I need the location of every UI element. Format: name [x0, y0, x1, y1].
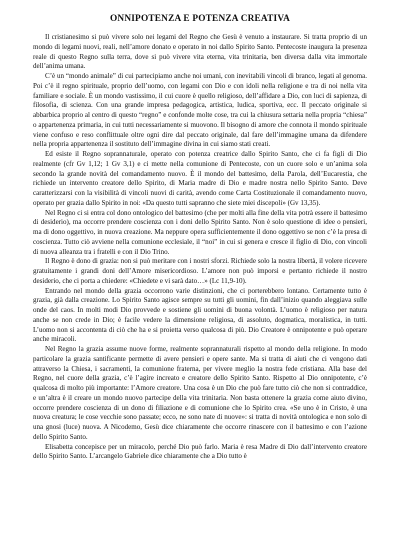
document-title: ONNIPOTENZA E POTENZA CREATIVA	[109, 14, 290, 24]
paragraph: Ed esiste il Regno soprannaturale, operato con potenza creatrice dallo Spirito Santo, che ci fa figli di Dio realmente (cfr Gv 1,12; 1 Gv 3,1) e ci mette nella comunione di Pentecoste, con un cuore solo e un’anima sola secondo la grande novità del comandamento nuovo. È il mondo del battesimo, della Parola, dell’Eucarestia, che richiede un intervento creatore dello Spirito, di Maria madre di Dio e madre nostra nello Spirito Santo. Deve caratterizzarsi con la visibilità di vincoli nuovi di carità, avendo come Carta Costituzionale il comandamento nuovo, operato per grazia dallo Spirito in noi: «Da questo tutti sapranno che siete miei discepoli» (Gv 13,35).	[33, 150, 367, 207]
paragraph: Nel Regno la grazia assume nuove forme, realmente soprannaturali rispetto al mondo della religione. In modo particolare la grazia santificante permette di avere pensieri e opere sante. Ma si tratta di aiuti che ci vengono dati attraverso la Chiesa, i sacramenti, la comunione fraterna, per vivere meglio la nostra fede cristiana. Alla base del Regno, nel cuore della grazia, c’è l’agire increato e creatore dello Spirito Santo. Rispetto al Dio onnipotente, c’è qualcosa di molto più importante: l’Amore creatore. Una cosa è un Dio che può fare tutto ciò che non si contraddice, e un’altra è il creare un mondo nuovo partecipe della vita trinitaria. Non basta ottenere la grazia come aiuto divino, occorre prendere coscienza di un dono di filiazione e di comunione che lo Spirito crea. «Se uno è in Cristo, è una nuova creatura; le cose vecchie sono passate; ecco, ne sono nate di nuove»: si tratta di novità ontologica e non solo di una gnosi (luce) nuova. A Nicodemo, Gesù dice chiaramente che occorre rinascere con il battesimo e con l’azione dello Spirito Santo.	[33, 345, 367, 441]
paragraph: Nel Regno ci si entra col dono ontologico del battesimo (che per molti alla fine della vita potrà essere il battesimo di desiderio), ma occorre prendere coscienza con i doni dello Spirito Santo. Non è solo questione di idee o pensieri, ma di dono oggettivo, in nuova creazione. Ma neppure opera sufficientemente il dono oggettivo se non c’è la presa di coscienza. Tutto ciò avviene nella comunione ecclesiale, il “noi” in cui si genera e cresce il figlio di Dio, con vincoli di nuova alleanza tra i fratelli e con il Dio Trino.	[33, 208, 367, 256]
paragraph: Il Regno è dono di grazia: non si può meritare con i nostri sforzi. Richiede solo la nostra libertà, il volere ricevere gratuitamente i grandi doni dell’Amore misericordioso. L’amore non può imporsi e pertanto richiede il nostro desiderio, che ci porta a chiedere: «Chiedete e vi sarà dato…» (Lc 11,9-10).	[33, 257, 367, 285]
paragraph: C’è un “mondo animale” di cui partecipiamo anche noi umani, con inevitabili vincoli di branco, legati al genoma. Poi c’è il regno spirituale, proprio dell’uomo, con legami con Dio e con idoli nella religione e tra di noi nella vita familiare e sociale. È un mondo vastissimo, il cui cuore è quello religioso, dell’affidare a Dio, con luci di sapienza, di filosofia, di scienza. Con una grande impresa pedagogica, artistica, ludica, sportiva, ecc. Il peccato originale si abbarbica proprio al centro di questo “regno” e confonde molte cose, tra cui la chiusura settaria nella propria “chiesa” o appartenenza primaria, in cui tutti necessariamente si muovono. Il bisogno di amore che connota il mondo spirituale viene confuso e reso conflittuale oltre ogni dire dal peccato originale, dal fare dell’immagine umana da difendere nella propria appartenenza il sostituto dell’immagine divina in cui siamo stati creati.	[33, 72, 367, 149]
paragraph: Il cristianesimo si può vivere solo nei legami del Regno che Gesù è venuto a instaurare. Si tratta proprio di un mondo di legami nuovi, reali, nell’amore donato e operato in noi dallo Spirito Santo. Pentecoste inaugura la presenza reale di questo Regno sulla terra, dove si può vivere vita eterna, vita trinitaria, ben diversa dalla vita immortale dell’anima umana.	[33, 33, 367, 71]
paragraph: Elisabetta concepisce per un miracolo, perché Dio può farlo. Maria è resa Madre di Dio dall’intervento creatore dello Spirito Santo. L’arcangelo Gabriele dice chiaramente che a Dio tutto è	[33, 442, 367, 461]
paragraph: Entrando nel mondo della grazia occorrono varie distinzioni, che ci porterebbero lontano. Certamente tutto è grazia, già dalla creazione. Lo Spirito Santo agisce sempre su tutti gli uomini, fin dall’inizio quando aleggiava sulle onde del caos. In molti modi Dio provvede e sostiene gli uomini di buona volontà. L’uomo è religioso per natura anche se non crede in Dio; è facile vedere la dimensione religiosa, di assoluto, dogmatica, moralistica, in tutti. L’uomo non si accontenta di ciò che ha e si proietta verso qualcosa di più. Dio Creatore è onnipotente e può operare anche miracoli.	[33, 286, 367, 344]
document-body	[33, 33, 367, 462]
